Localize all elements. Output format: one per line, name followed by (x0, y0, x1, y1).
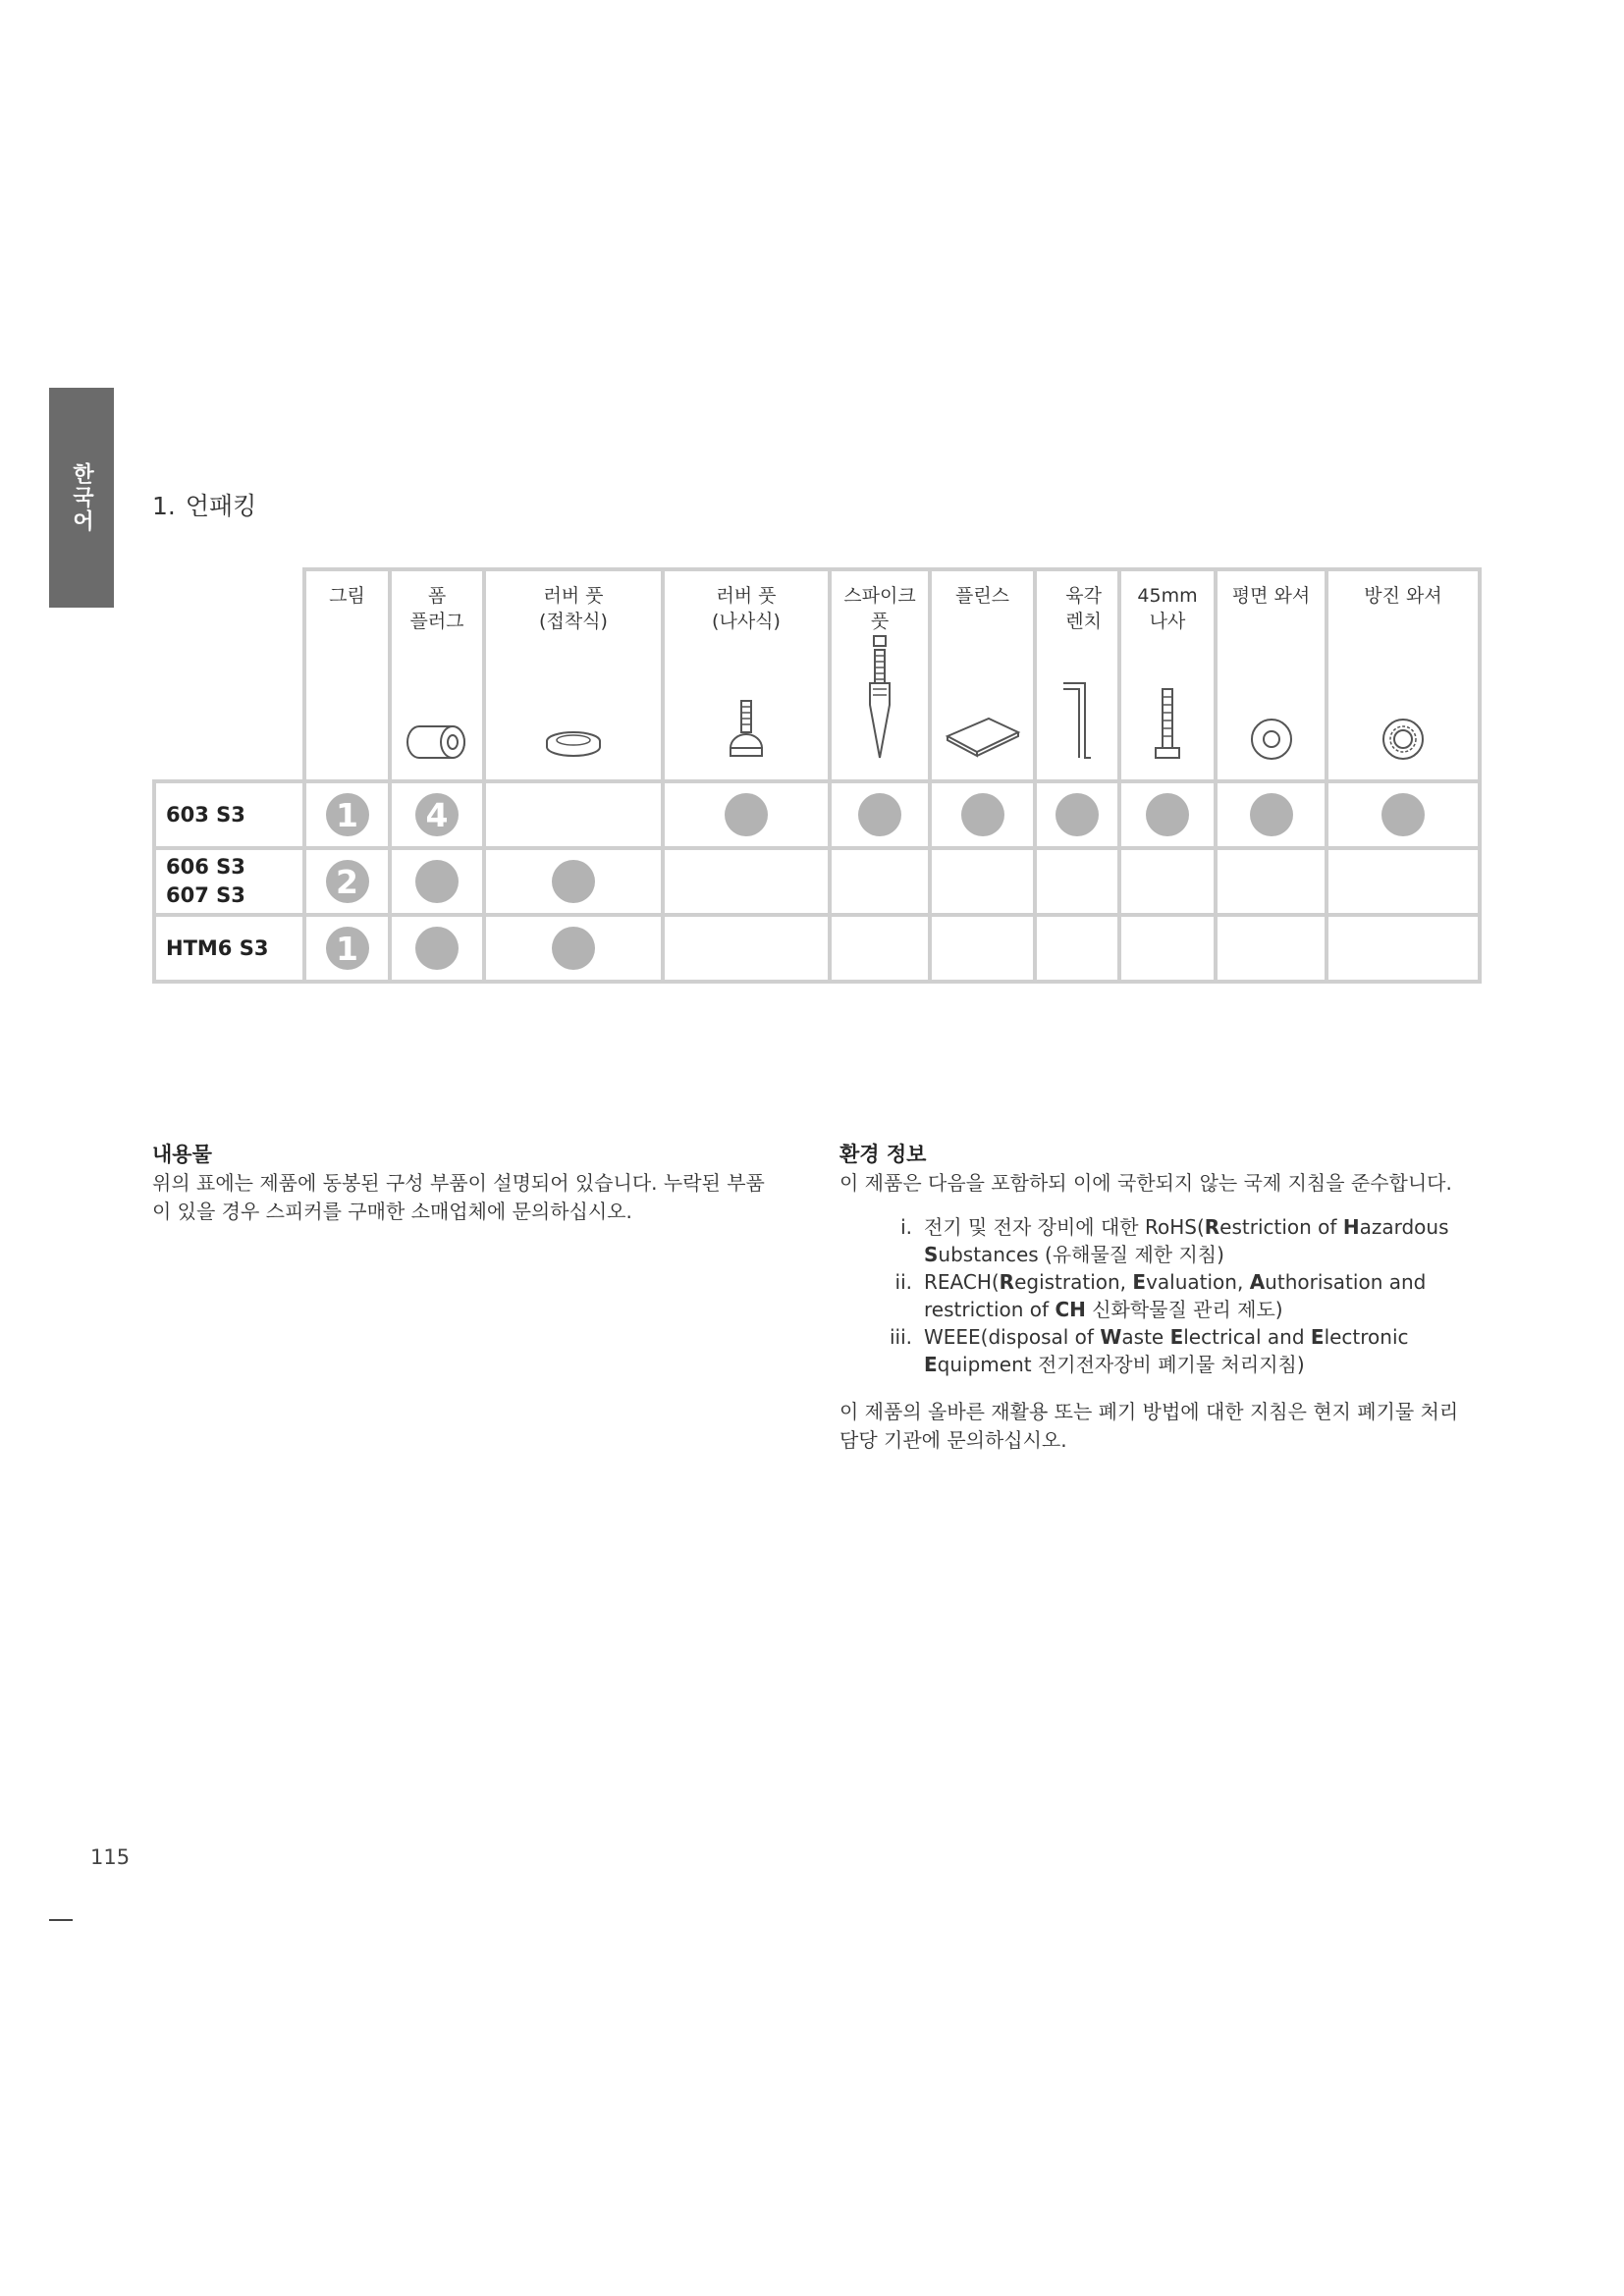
mark-cell (1035, 915, 1119, 982)
col-label: 러버 풋 (나사식) (712, 585, 781, 632)
page-tick (49, 1919, 73, 1921)
mark-cell (484, 915, 663, 982)
mark-cell (1035, 848, 1119, 915)
parts-table (152, 567, 1482, 984)
mark-cell (930, 781, 1035, 848)
included-dot (1056, 793, 1099, 836)
mark-cell (1119, 915, 1216, 982)
included-dot (552, 927, 595, 970)
col-figure (304, 569, 390, 781)
directive-item (889, 1323, 1468, 1378)
mark-cell (1216, 781, 1326, 848)
environment-footer: 이 제품의 올바른 재활용 또는 폐기 방법에 대한 지침은 현지 폐기물 처리 담당 기관에 문의하십시오. (839, 1400, 1459, 1452)
included-dot (858, 793, 901, 836)
mark-cell (830, 781, 930, 848)
row-model: 606 S3 607 S3 (154, 848, 304, 915)
page-number: 115 (90, 1845, 131, 1869)
hex-wrench-icon (1059, 679, 1095, 762)
col-screw-45mm (1119, 569, 1216, 781)
col-flat-washer (1216, 569, 1326, 781)
foam-plug-cell (390, 781, 484, 848)
foam-plug-cell (390, 915, 484, 982)
mark-cell (930, 848, 1035, 915)
plinth-icon (944, 715, 1022, 762)
directive-text: WEEE(disposal of Waste Electrical and Electronic Equipment 전기전자장비 폐기물 처리지침) (924, 1325, 1409, 1376)
figure-number: 2 (326, 860, 369, 903)
included-dot (961, 793, 1004, 836)
foam-plug-qty: 4 (415, 793, 459, 836)
included-dot (415, 860, 459, 903)
row-model: HTM6 S3 (154, 915, 304, 982)
section-title (152, 487, 256, 522)
mark-cell (1216, 915, 1326, 982)
mark-cell (930, 915, 1035, 982)
col-plinth (930, 569, 1035, 781)
mark-cell (663, 848, 830, 915)
table-row (154, 781, 1480, 848)
col-foam-plug (390, 569, 484, 781)
col-rubber-foot-adhesive (484, 569, 663, 781)
mark-cell (1326, 915, 1480, 982)
col-label: 육각 렌치 (1065, 585, 1102, 632)
included-dot (1250, 793, 1293, 836)
col-lock-washer (1326, 569, 1480, 781)
roman-numeral: ii. (894, 1270, 912, 1294)
section-number: 1. (152, 492, 176, 520)
col-label: 폼 플러그 (409, 585, 464, 632)
mark-cell (1326, 781, 1480, 848)
included-dot (415, 927, 459, 970)
mark-cell (830, 915, 930, 982)
table-corner (154, 569, 304, 781)
directive-list (839, 1213, 1468, 1378)
included-dot (725, 793, 768, 836)
figure-cell (304, 915, 390, 982)
contents-heading: 내용물 (152, 1143, 212, 1166)
contents-body: 위의 표에는 제품에 동봉된 구성 부품이 설명되어 있습니다. 누락된 부품이 있을 경우 스피커를 구매한 소매업체에 문의하십시오. (152, 1171, 765, 1223)
mark-cell (1216, 848, 1326, 915)
mark-cell (484, 781, 663, 848)
included-dot (1146, 793, 1189, 836)
contents-section (152, 1141, 781, 1226)
foam-plug-cell (390, 848, 484, 915)
mark-cell (1035, 781, 1119, 848)
col-label: 방진 와셔 (1364, 585, 1442, 607)
col-label: 플린스 (954, 585, 1010, 607)
language-tab-label: 한국어 (69, 462, 94, 533)
table-row (154, 915, 1480, 982)
roman-numeral: i. (900, 1215, 912, 1239)
rubber-foot-screw-icon (725, 699, 768, 762)
table-row (154, 848, 1480, 915)
rubber-foot-adhesive-icon (542, 728, 605, 762)
figure-number: 1 (326, 793, 369, 836)
mark-cell (1119, 848, 1216, 915)
mark-cell (1326, 848, 1480, 915)
directive-text: 전기 및 전자 장비에 대한 RoHS(Restriction of Hazardous Substances (유해물질 제한 지침) (924, 1215, 1449, 1266)
flat-washer-icon (1249, 717, 1294, 762)
col-rubber-foot-screw (663, 569, 830, 781)
figure-cell (304, 848, 390, 915)
directive-text: REACH(Registration, Evaluation, Authorisation and restriction of CH 신화학물질 관리 제도) (924, 1270, 1427, 1321)
directive-item (898, 1213, 1468, 1268)
col-label: 스파이크 풋 (843, 585, 916, 632)
col-hex-wrench (1035, 569, 1119, 781)
row-model: 603 S3 (154, 781, 304, 848)
roman-numeral: iii. (889, 1325, 912, 1349)
lock-washer-icon (1380, 717, 1426, 762)
figure-number: 1 (326, 927, 369, 970)
col-spike-foot (830, 569, 930, 781)
included-dot (1381, 793, 1425, 836)
col-label: 45mm 나사 (1137, 585, 1198, 632)
figure-cell (304, 781, 390, 848)
mark-cell (663, 781, 830, 848)
language-tab (49, 388, 114, 608)
section-title-text: 언패킹 (185, 492, 257, 520)
col-label: 그림 (329, 585, 365, 607)
foam-plug-icon (406, 722, 468, 762)
col-label: 러버 풋 (접착식) (539, 585, 608, 632)
mark-cell (484, 848, 663, 915)
col-label: 평면 와셔 (1231, 585, 1311, 607)
screw-icon (1153, 687, 1182, 762)
mark-cell (830, 848, 930, 915)
environment-intro: 이 제품은 다음을 포함하되 이에 국한되지 않는 국제 지침을 준수합니다. (839, 1171, 1452, 1195)
included-dot (552, 860, 595, 903)
environment-heading: 환경 정보 (839, 1143, 927, 1166)
environment-section (839, 1141, 1468, 1455)
mark-cell (1119, 781, 1216, 848)
spike-foot-icon (865, 634, 894, 762)
mark-cell (663, 915, 830, 982)
directive-item (894, 1268, 1468, 1323)
